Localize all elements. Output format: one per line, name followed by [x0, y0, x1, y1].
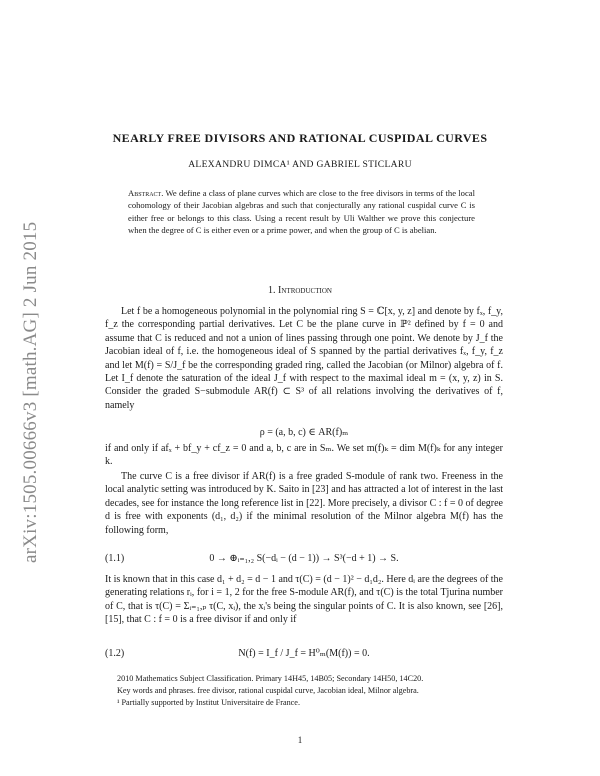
equation-body: N(f) = I_f / J_f = H⁰ₘ(M(f)) = 0. [238, 648, 370, 659]
arxiv-id: arXiv:1505.00666v3 [math.AG] 2 Jun 2015 [20, 221, 41, 563]
section-title: 1. Introduction [268, 285, 332, 296]
paragraph-intro-cont: if and only if afₓ + bf_y + cf_z = 0 and a, b, c are in Sₘ. We set m(f)ₖ = dim M(f)ₖ for any integer k. [105, 443, 503, 468]
paragraph-intro: Let f be a homogeneous polynomial in the polynomial ring S = ℂ[x, y, z] and denote by fₓ, f_y, f_z the corresponding partial derivatives. Let C be the plane curve in ℙ² defined by f = 0 and assume that C is reduced and not a union of lines passing through one point. We denote by J_f the Jacobian ideal of f, i.e. the homogeneous ideal of S spanned by the partial derivatives fₓ, f_y, f_z and let M(f) = S/J_f be the corresponding graded ring, called the Jacobian (or Milnor) algebra of f. Let I_f denote the saturation of the ideal J_f with respect to the maximal ideal m = (x, y, z) in S. Consider the graded S−submodule AR(f) ⊂ S³ of all relations involving the derivatives of f, namely [105, 306, 503, 411]
arxiv-stamp [6, 185, 41, 570]
footnote-support: ¹ Partially supported by Institut Universitaire de France. [117, 698, 300, 707]
paragraph-free-divisor: The curve C is a free divisor if AR(f) is a free graded S-module of rank two. Freeness in the local analytic setting was introduced by K. Saito in [23] and has attracted a lot of interest in the last decades, see for instance the long reference list in [22]. More precisely, a divisor C : f = 0 of degree d is free with exponents (d₁, d₂) if the minimal resolution of the Milnor algebra M(f) has the following form, [105, 471, 503, 536]
footnote-keywords: Key words and phrases. free divisor, rational cuspidal curve, Jacobian ideal, Milnor algebra. [117, 686, 419, 695]
paper-authors: ALEXANDRU DIMCA¹ AND GABRIEL STICLARU [188, 159, 412, 170]
footnote-msc: 2010 Mathematics Subject Classification. Primary 14H45, 14B05; Secondary 14H50, 14C20. [117, 674, 424, 683]
page-number: 1 [297, 735, 303, 745]
paragraph-tjurina: It is known that in this case d₁ + d₂ = d − 1 and τ(C) = (d − 1)² − d₁d₂. Here dᵢ are the degrees of the generating relations rᵢ, for i = 1, 2 for the free S-module AR(f), and τ(C) is the total Tjurina number of C, that is τ(C) = Σᵢ₌₁,ₚ τ(C, xᵢ), the xᵢ's being the singular points of C. It is also known, see [26], [15], that C : f = 0 is a free divisor if and only if [105, 574, 503, 626]
equation-number: (1.1) [105, 553, 125, 564]
equation-number: (1.2) [105, 648, 125, 659]
abstract-text: We define a class of plane curves which are close to the free divisors in terms of the local cohomology of their Jacobian algebras and such that conjecturally any rational cuspidal curve C is either free or belongs to this class. Using a recent result by Uli Walther we prove this conjecture when the degree of C is either even or a prime power, and when the group of C is abelian. [128, 188, 475, 235]
equation-body: 0 → ⊕ᵢ₌₁,₂ S(−dᵢ − (d − 1)) → S³(−d + 1) → S. [209, 553, 399, 564]
paper-title: NEARLY FREE DIVISORS AND RATIONAL CUSPIDAL CURVES [112, 131, 488, 145]
abstract-label: Abstract. [128, 188, 164, 198]
display-rho-text: ρ = (a, b, c) ∈ AR(f)ₘ [259, 427, 349, 438]
abstract [128, 187, 475, 236]
section-heading [0, 285, 600, 296]
